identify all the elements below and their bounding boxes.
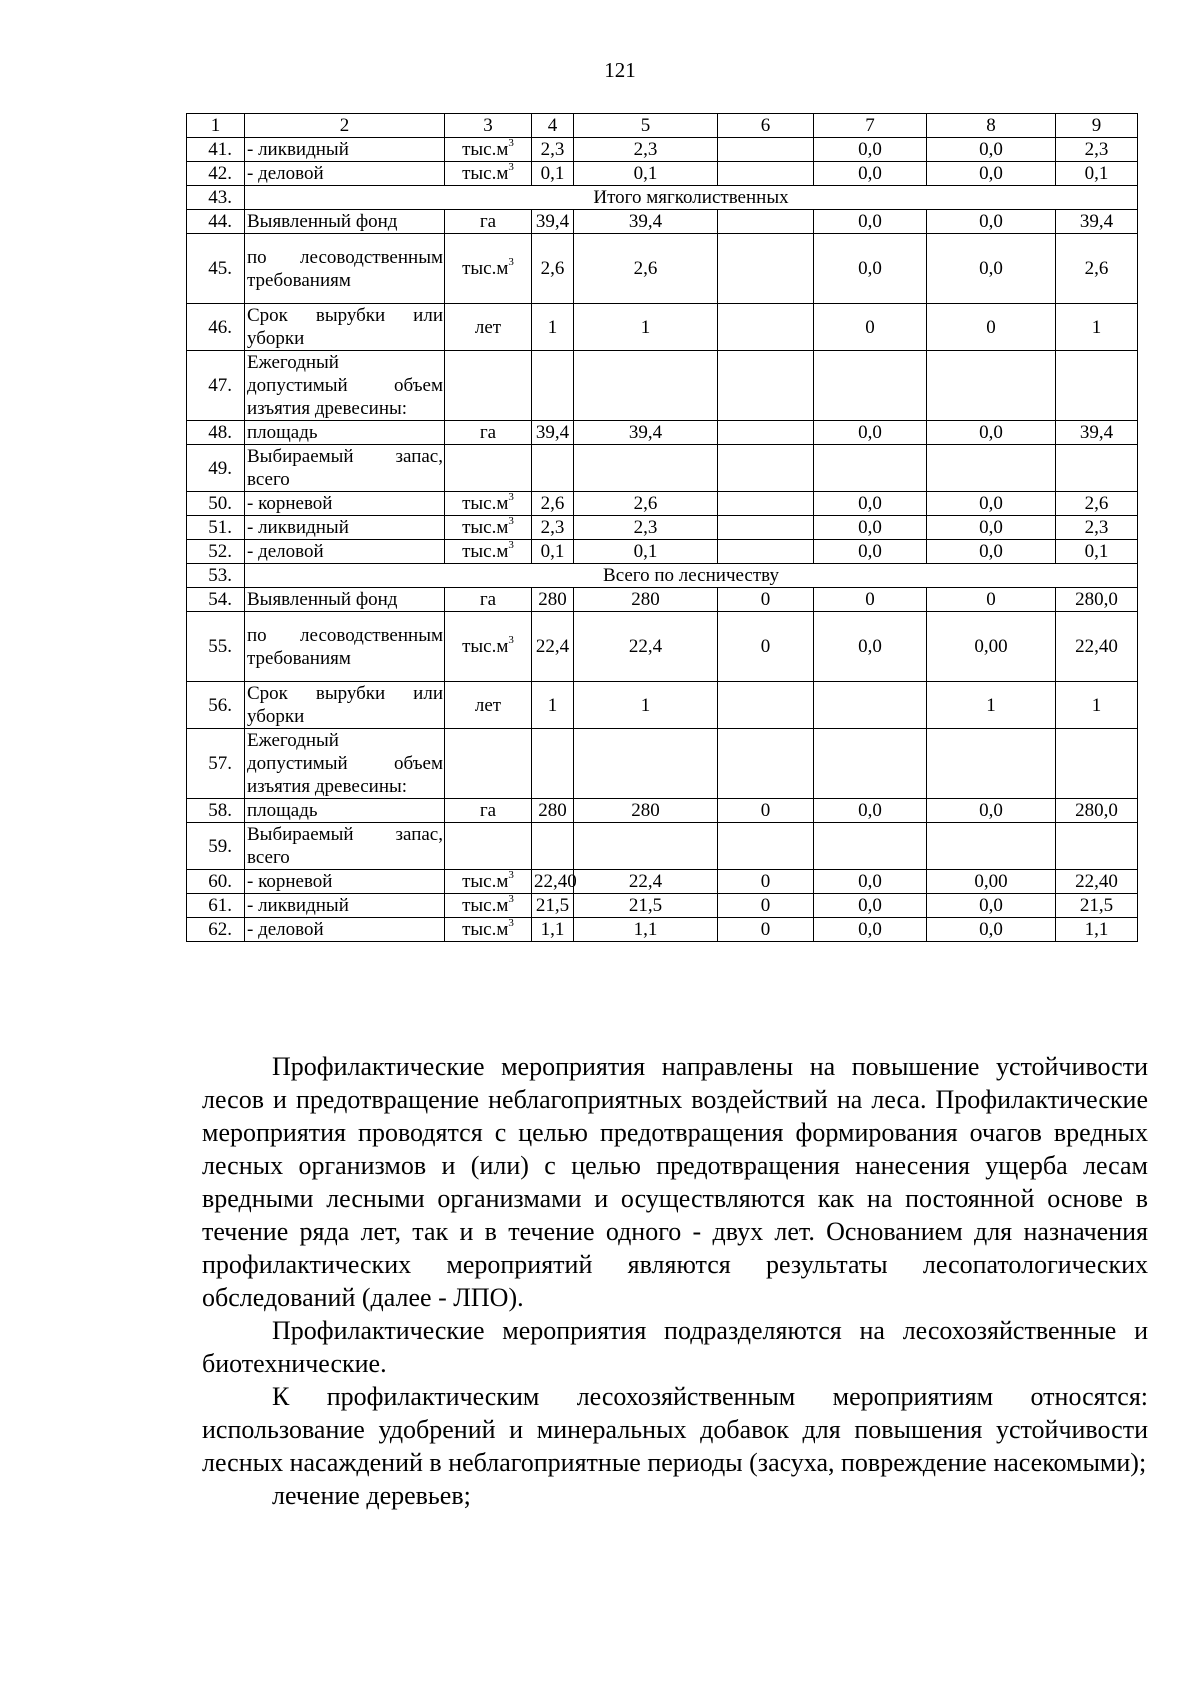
indicator-label: - деловой (247, 541, 324, 562)
value-cell (814, 823, 927, 870)
value-cell: 1 (574, 682, 718, 729)
indicator-cell (245, 682, 445, 729)
value-cell: 280 (574, 799, 718, 823)
header-cell: 9 (1056, 114, 1138, 138)
row-number-cell: 47. (187, 351, 245, 421)
value-cell (718, 729, 814, 799)
row-number-cell: 59. (187, 823, 245, 870)
value-cell: 39,4 (574, 421, 718, 445)
value-cell: 39,4 (532, 421, 574, 445)
unit-text: тыс.м (462, 517, 509, 538)
value-cell: 0 (718, 799, 814, 823)
table-row (187, 894, 1138, 918)
row-number-cell: 58. (187, 799, 245, 823)
indicator-label: - корневой (247, 493, 333, 514)
value-cell: 0,0 (927, 138, 1056, 162)
paragraph-2: Профилактические мероприятия подразделяются на лесохозяйственные и биотехнические. (202, 1316, 1148, 1378)
table-row (187, 918, 1138, 942)
row-number-cell: 46. (187, 304, 245, 351)
unit-text: тыс.м (462, 895, 509, 916)
forest-data-table (186, 113, 1138, 942)
unit-text: тыс.м (462, 163, 509, 184)
unit-cell (445, 612, 532, 682)
value-cell (1056, 729, 1138, 799)
unit-cell (445, 234, 532, 304)
value-cell: 0 (718, 894, 814, 918)
value-cell: 0 (814, 304, 927, 351)
value-cell (718, 445, 814, 492)
indicator-label: Ежегодный допустимый объем изъятия древесины: (247, 730, 443, 797)
table-row (187, 210, 1138, 234)
section-title-cell: Всего по лесничеству (245, 564, 1138, 588)
unit-exponent: 3 (508, 160, 514, 173)
header-cell: 5 (574, 114, 718, 138)
indicator-label: Выбираемый запас, всего (247, 446, 443, 490)
row-number-cell: 61. (187, 894, 245, 918)
indicator-label: Срок вырубки или уборки (247, 305, 443, 349)
indicator-label: по лесоводственным требованиям (247, 246, 443, 291)
value-cell (532, 351, 574, 421)
indicator-cell (245, 894, 445, 918)
paragraph-3: К профилактическим лесохозяйственным мероприятиям относятся: использование удобрений и минеральных добавок для повышения устойчивости лесных насаждений в неблагоприятные периоды (засуха, повреждение насекомыми); (202, 1382, 1148, 1477)
value-cell (532, 445, 574, 492)
unit-cell (445, 870, 532, 894)
value-cell: 0,0 (927, 234, 1056, 304)
indicator-label: Выбираемый запас, всего (247, 824, 443, 868)
row-number-cell: 44. (187, 210, 245, 234)
header-cell: 1 (187, 114, 245, 138)
value-cell: 0,0 (814, 870, 927, 894)
value-cell (1056, 351, 1138, 421)
unit-text: тыс.м (462, 541, 509, 562)
indicator-label: - деловой (247, 919, 324, 940)
value-cell: 2,6 (574, 234, 718, 304)
table-row (187, 823, 1138, 870)
value-cell (927, 351, 1056, 421)
value-cell: 39,4 (574, 210, 718, 234)
unit-cell (445, 351, 532, 421)
value-cell: 0,1 (574, 540, 718, 564)
value-cell: 0 (927, 304, 1056, 351)
value-cell (718, 516, 814, 540)
value-cell: 1 (532, 304, 574, 351)
value-cell (718, 304, 814, 351)
value-cell (927, 445, 1056, 492)
value-cell: 2,3 (532, 516, 574, 540)
unit-cell (445, 492, 532, 516)
value-cell: 2,6 (574, 492, 718, 516)
unit-cell (445, 918, 532, 942)
value-cell: 0 (718, 870, 814, 894)
value-cell: 280 (574, 588, 718, 612)
value-cell (532, 823, 574, 870)
indicator-label: площадь (247, 800, 318, 821)
unit-cell (445, 729, 532, 799)
row-number-cell: 60. (187, 870, 245, 894)
unit-exponent: 3 (508, 136, 514, 149)
indicator-cell (245, 210, 445, 234)
table-row (187, 682, 1138, 729)
value-cell: 0,0 (927, 516, 1056, 540)
value-cell (574, 823, 718, 870)
value-cell: 1,1 (574, 918, 718, 942)
row-number-cell: 51. (187, 516, 245, 540)
value-cell: 0,0 (814, 918, 927, 942)
unit-text: га (479, 800, 497, 821)
indicator-cell (245, 823, 445, 870)
indicator-cell (245, 304, 445, 351)
paragraph-4: лечение деревьев; (272, 1481, 471, 1510)
value-cell: 0,1 (1056, 540, 1138, 564)
unit-exponent: 3 (508, 255, 514, 268)
unit-text: га (479, 589, 497, 610)
value-cell: 0,0 (927, 918, 1056, 942)
header-cell: 2 (245, 114, 445, 138)
header-cell: 8 (927, 114, 1056, 138)
row-number-cell: 52. (187, 540, 245, 564)
indicator-label: - ликвидный (247, 139, 349, 160)
value-cell: 0,0 (927, 894, 1056, 918)
row-number-cell: 43. (187, 186, 245, 210)
unit-cell (445, 162, 532, 186)
unit-cell (445, 540, 532, 564)
value-cell: 0,1 (1056, 162, 1138, 186)
value-cell (814, 729, 927, 799)
value-cell: 2,6 (532, 234, 574, 304)
page-number: 121 (604, 58, 636, 82)
indicator-cell (245, 421, 445, 445)
unit-text: тыс.м (462, 636, 509, 657)
unit-cell (445, 138, 532, 162)
unit-text: тыс.м (462, 919, 509, 940)
value-cell (718, 210, 814, 234)
value-cell: 1,1 (532, 918, 574, 942)
value-cell: 280,0 (1056, 799, 1138, 823)
value-cell: 2,6 (532, 492, 574, 516)
value-cell (718, 138, 814, 162)
unit-cell (445, 799, 532, 823)
value-cell: 280,0 (1056, 588, 1138, 612)
paragraph-1: Профилактические мероприятия направлены на повышение устойчивости лесов и предотвращение неблагоприятных воздействий на леса. Профилактические мероприятия проводятся с целью предотвращения формирования очагов вредных лесных организмов и (или) с целью предотвращения нанесения ущерба лесам вредными лесными организмами и осуществляются как на постоянной основе в течение ряда лет, так и в течение одного - двух лет. Основанием для назначения профилактических мероприятий являются результаты лесопатологических обследований (далее - ЛПО). (202, 1052, 1148, 1312)
row-number-cell: 54. (187, 588, 245, 612)
table-row (187, 516, 1138, 540)
unit-exponent: 3 (508, 892, 514, 905)
value-cell: 2,6 (1056, 492, 1138, 516)
unit-text: га (479, 422, 497, 443)
value-cell: 1 (574, 304, 718, 351)
value-cell: 0,0 (814, 421, 927, 445)
value-cell: 1 (1056, 304, 1138, 351)
value-cell: 2,3 (1056, 138, 1138, 162)
row-number-cell: 55. (187, 612, 245, 682)
value-cell (574, 445, 718, 492)
row-number-cell: 49. (187, 445, 245, 492)
value-cell: 22,40 (1056, 612, 1138, 682)
value-cell: 22,4 (574, 612, 718, 682)
value-cell: 0,1 (532, 162, 574, 186)
value-cell (927, 729, 1056, 799)
unit-cell (445, 682, 532, 729)
value-cell: 2,3 (532, 138, 574, 162)
indicator-label: площадь (247, 422, 318, 443)
value-cell: 21,5 (1056, 894, 1138, 918)
value-cell (814, 682, 927, 729)
value-cell: 0 (927, 588, 1056, 612)
value-cell: 1 (927, 682, 1056, 729)
value-cell: 0,1 (574, 162, 718, 186)
indicator-cell (245, 138, 445, 162)
value-cell (718, 162, 814, 186)
value-cell: 0,0 (927, 210, 1056, 234)
unit-text: лет (474, 316, 502, 338)
value-cell (718, 540, 814, 564)
value-cell (574, 351, 718, 421)
section-title-cell: Итого мягколиственных (245, 186, 1138, 210)
value-cell: 0,0 (927, 492, 1056, 516)
value-cell: 1 (1056, 682, 1138, 729)
table-row (187, 234, 1138, 304)
table-row (187, 870, 1138, 894)
value-cell: 0 (718, 612, 814, 682)
value-cell: 0,0 (814, 492, 927, 516)
unit-text: лет (474, 694, 502, 716)
value-cell: 0 (718, 918, 814, 942)
value-cell: 280 (532, 799, 574, 823)
unit-cell (445, 304, 532, 351)
indicator-cell (245, 799, 445, 823)
indicator-label: - ликвидный (247, 517, 349, 538)
indicator-cell (245, 612, 445, 682)
table-row (187, 588, 1138, 612)
value-cell (718, 682, 814, 729)
indicator-label: по лесоводственным требованиям (247, 624, 443, 669)
row-number-cell: 42. (187, 162, 245, 186)
value-cell: 0,0 (927, 799, 1056, 823)
value-cell: 22,40 (532, 870, 574, 894)
value-cell: 22,4 (574, 870, 718, 894)
unit-text: га (479, 211, 497, 232)
indicator-label: Срок вырубки или уборки (247, 683, 443, 727)
indicator-label: - ликвидный (247, 895, 349, 916)
indicator-label: Выявленный фонд (247, 589, 398, 610)
value-cell (814, 351, 927, 421)
indicator-label: - деловой (247, 163, 324, 184)
unit-text: тыс.м (462, 871, 509, 892)
unit-cell (445, 588, 532, 612)
value-cell: 0,00 (927, 870, 1056, 894)
value-cell: 0,0 (814, 138, 927, 162)
indicator-cell (245, 234, 445, 304)
indicator-label: - корневой (247, 871, 333, 892)
value-cell (718, 351, 814, 421)
value-cell: 0,00 (927, 612, 1056, 682)
value-cell: 2,3 (574, 516, 718, 540)
value-cell: 1,1 (1056, 918, 1138, 942)
value-cell: 21,5 (574, 894, 718, 918)
indicator-cell (245, 445, 445, 492)
value-cell: 0,0 (927, 540, 1056, 564)
indicator-cell (245, 588, 445, 612)
value-cell: 0,1 (532, 540, 574, 564)
value-cell: 1 (532, 682, 574, 729)
indicator-cell (245, 729, 445, 799)
unit-cell (445, 894, 532, 918)
row-number-cell: 50. (187, 492, 245, 516)
unit-text: тыс.м (462, 493, 509, 514)
value-cell: 2,3 (1056, 516, 1138, 540)
unit-cell (445, 445, 532, 492)
value-cell: 0,0 (814, 612, 927, 682)
value-cell: 39,4 (1056, 210, 1138, 234)
value-cell: 22,4 (532, 612, 574, 682)
table-row (187, 540, 1138, 564)
value-cell: 2,6 (1056, 234, 1138, 304)
value-cell: 21,5 (532, 894, 574, 918)
table-row (187, 729, 1138, 799)
header-cell: 4 (532, 114, 574, 138)
table-row (187, 138, 1138, 162)
header-cell: 6 (718, 114, 814, 138)
indicator-label: Ежегодный допустимый объем изъятия древесины: (247, 352, 443, 419)
value-cell (1056, 823, 1138, 870)
value-cell (718, 492, 814, 516)
value-cell (532, 729, 574, 799)
unit-exponent: 3 (508, 490, 514, 503)
value-cell: 0 (814, 588, 927, 612)
unit-exponent: 3 (508, 916, 514, 929)
value-cell (1056, 445, 1138, 492)
table-row (187, 492, 1138, 516)
row-number-cell: 48. (187, 421, 245, 445)
unit-exponent: 3 (508, 868, 514, 881)
unit-exponent: 3 (508, 538, 514, 551)
value-cell: 0,0 (927, 421, 1056, 445)
table-row (187, 186, 1138, 210)
table-row (187, 162, 1138, 186)
table-row (187, 445, 1138, 492)
table-body (187, 114, 1138, 942)
indicator-cell (245, 351, 445, 421)
table-row (187, 304, 1138, 351)
value-cell: 0,0 (814, 162, 927, 186)
row-number-cell: 53. (187, 564, 245, 588)
table-header-row (187, 114, 1138, 138)
header-cell: 7 (814, 114, 927, 138)
indicator-cell (245, 492, 445, 516)
value-cell: 39,4 (1056, 421, 1138, 445)
unit-text: тыс.м (462, 139, 509, 160)
value-cell: 2,3 (574, 138, 718, 162)
indicator-cell (245, 162, 445, 186)
row-number-cell: 41. (187, 138, 245, 162)
value-cell (927, 823, 1056, 870)
value-cell (718, 823, 814, 870)
value-cell: 0,0 (814, 799, 927, 823)
row-number-cell: 56. (187, 682, 245, 729)
table-row (187, 564, 1138, 588)
header-cell: 3 (445, 114, 532, 138)
value-cell: 0,0 (814, 234, 927, 304)
indicator-cell (245, 516, 445, 540)
value-cell: 280 (532, 588, 574, 612)
value-cell: 0,0 (814, 540, 927, 564)
value-cell (718, 234, 814, 304)
body-text (202, 1050, 1148, 1512)
table-row (187, 612, 1138, 682)
value-cell: 39,4 (532, 210, 574, 234)
unit-exponent: 3 (508, 514, 514, 527)
value-cell: 0 (718, 588, 814, 612)
value-cell: 0,0 (814, 516, 927, 540)
unit-text: тыс.м (462, 258, 509, 279)
indicator-cell (245, 918, 445, 942)
unit-cell (445, 210, 532, 234)
value-cell: 0,0 (814, 210, 927, 234)
value-cell: 0,0 (927, 162, 1056, 186)
value-cell: 22,40 (1056, 870, 1138, 894)
value-cell (574, 729, 718, 799)
indicator-cell (245, 870, 445, 894)
row-number-cell: 57. (187, 729, 245, 799)
unit-cell (445, 516, 532, 540)
value-cell: 0,0 (814, 894, 927, 918)
table-row (187, 799, 1138, 823)
indicator-cell (245, 540, 445, 564)
unit-cell (445, 421, 532, 445)
table-row (187, 421, 1138, 445)
row-number-cell: 45. (187, 234, 245, 304)
unit-cell (445, 823, 532, 870)
value-cell (718, 421, 814, 445)
table-row (187, 351, 1138, 421)
indicator-label: Выявленный фонд (247, 211, 398, 232)
value-cell (814, 445, 927, 492)
row-number-cell: 62. (187, 918, 245, 942)
unit-exponent: 3 (508, 633, 514, 646)
